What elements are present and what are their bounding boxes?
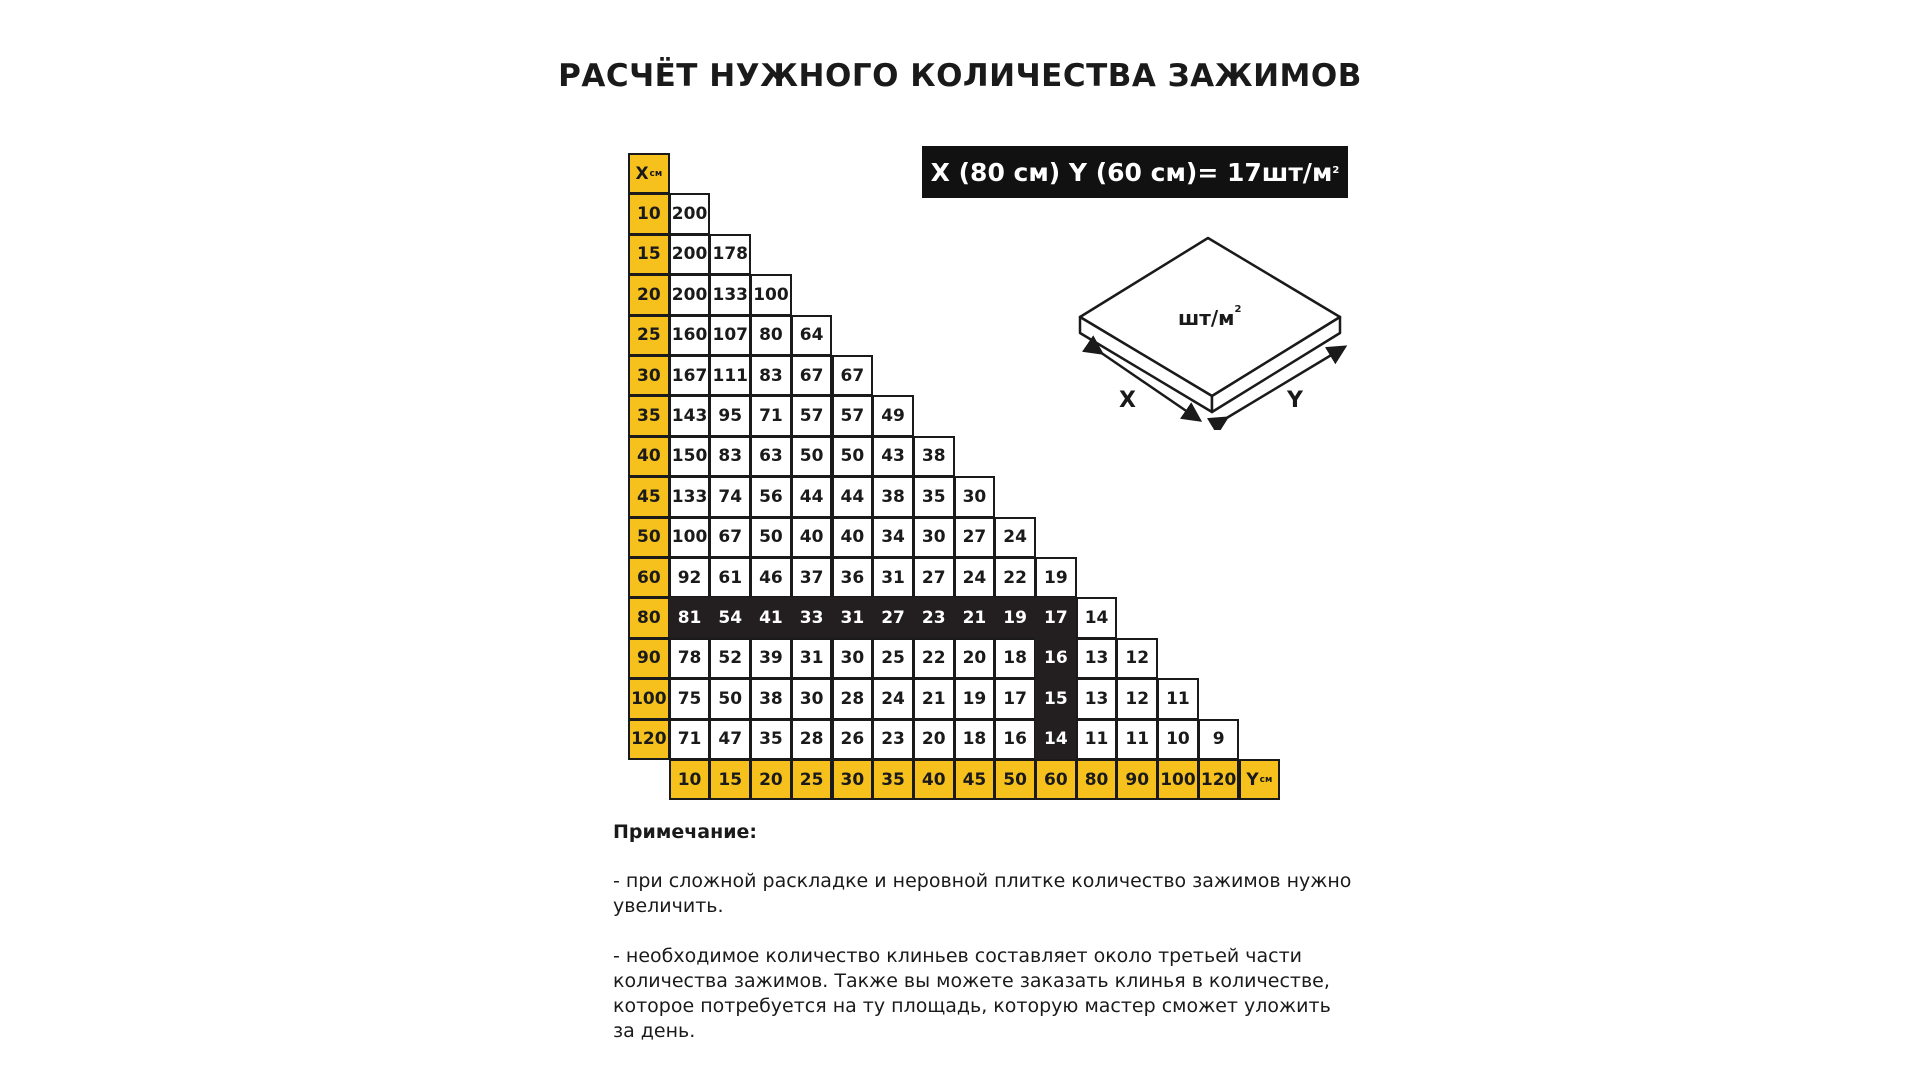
- value-cell: 23: [872, 719, 914, 760]
- x-label-cell: 40: [628, 436, 670, 477]
- y-label-cell: 25: [791, 759, 833, 800]
- note-item-1: - при сложной раскладке и неровной плитке количество зажимов нужно увеличить.: [613, 870, 1352, 917]
- value-cell: 11: [1076, 719, 1118, 760]
- value-cell: 18: [954, 719, 996, 760]
- value-cell: 67: [709, 517, 751, 558]
- note-section: [613, 820, 1353, 1069]
- value-cell: 38: [872, 476, 914, 517]
- value-cell: 24: [872, 678, 914, 719]
- value-cell: 41: [750, 597, 792, 638]
- value-cell: 64: [791, 315, 833, 356]
- value-cell: 39: [750, 638, 792, 679]
- diagram-unit-text: шт/м: [1178, 306, 1235, 330]
- value-cell: 16: [1035, 638, 1077, 679]
- value-cell: 78: [669, 638, 711, 679]
- value-cell: 27: [872, 597, 914, 638]
- value-cell: 23: [913, 597, 955, 638]
- value-cell: 28: [832, 678, 874, 719]
- value-cell: 44: [832, 476, 874, 517]
- value-cell: 24: [954, 557, 996, 598]
- value-cell: 49: [872, 395, 914, 436]
- formula-sup: 2: [1332, 164, 1340, 176]
- value-cell: 50: [832, 436, 874, 477]
- value-cell: 19: [954, 678, 996, 719]
- value-cell: 22: [913, 638, 955, 679]
- value-cell: 92: [669, 557, 711, 598]
- value-cell: 95: [709, 395, 751, 436]
- value-cell: 50: [791, 436, 833, 477]
- value-cell: 178: [709, 234, 751, 275]
- page-title: РАСЧЁТ НУЖНОГО КОЛИЧЕСТВА ЗАЖИМОВ: [558, 58, 1362, 94]
- x-label-cell: 35: [628, 395, 670, 436]
- y-label-cell: 50: [994, 759, 1036, 800]
- x-label-cell: 45: [628, 476, 670, 517]
- value-cell: 18: [994, 638, 1036, 679]
- value-cell: 38: [750, 678, 792, 719]
- value-cell: 13: [1076, 678, 1118, 719]
- value-cell: 20: [954, 638, 996, 679]
- value-cell: 12: [1116, 638, 1158, 679]
- value-cell: 67: [791, 355, 833, 396]
- value-cell: 100: [750, 274, 792, 315]
- value-cell: 12: [1116, 678, 1158, 719]
- value-cell: 11: [1116, 719, 1158, 760]
- value-cell: 37: [791, 557, 833, 598]
- note-item-2: - необходимое количество клиньев составляет около третьей части количества зажимов. Также вы можете заказать клинья в количестве, которое потребуется на ту площадь, которую мастер сможет уложить за день.: [613, 945, 1331, 1042]
- value-cell: 21: [954, 597, 996, 638]
- x-label-cell: 10: [628, 193, 670, 234]
- value-cell: 61: [709, 557, 751, 598]
- note-title: Примечание:: [613, 821, 758, 843]
- value-cell: 100: [669, 517, 711, 558]
- x-label-cell: 90: [628, 638, 670, 679]
- value-cell: 200: [669, 274, 711, 315]
- value-cell: 143: [669, 395, 711, 436]
- x-label-cell: 30: [628, 355, 670, 396]
- y-label-cell: 120: [1198, 759, 1240, 800]
- value-cell: 30: [832, 638, 874, 679]
- value-cell: 150: [669, 436, 711, 477]
- value-cell: 160: [669, 315, 711, 356]
- formula-text: X (80 см) Y (60 см)= 17шт/м: [930, 157, 1333, 187]
- value-cell: 28: [791, 719, 833, 760]
- value-cell: 36: [832, 557, 874, 598]
- y-label-cell: 20: [750, 759, 792, 800]
- value-cell: 21: [913, 678, 955, 719]
- value-cell: 50: [750, 517, 792, 558]
- value-cell: 31: [791, 638, 833, 679]
- value-cell: 31: [832, 597, 874, 638]
- value-cell: 22: [994, 557, 1036, 598]
- x-label-cell: 80: [628, 597, 670, 638]
- value-cell: 19: [994, 597, 1036, 638]
- y-label-cell: 30: [832, 759, 874, 800]
- value-cell: 167: [669, 355, 711, 396]
- value-cell: 19: [1035, 557, 1077, 598]
- value-cell: 26: [832, 719, 874, 760]
- value-cell: 200: [669, 193, 711, 234]
- value-cell: 30: [913, 517, 955, 558]
- value-cell: 44: [791, 476, 833, 517]
- value-cell: 52: [709, 638, 751, 679]
- value-cell: 25: [872, 638, 914, 679]
- y-axis-label: Y: [1287, 388, 1303, 413]
- value-cell: 14: [1076, 597, 1118, 638]
- value-cell: 16: [994, 719, 1036, 760]
- y-label-cell: 35: [872, 759, 914, 800]
- value-cell: 54: [709, 597, 751, 638]
- y-label-cell: 60: [1035, 759, 1077, 800]
- value-cell: 107: [709, 315, 751, 356]
- y-label-cell: 45: [954, 759, 996, 800]
- value-cell: 63: [750, 436, 792, 477]
- value-cell: 38: [913, 436, 955, 477]
- value-cell: 35: [913, 476, 955, 517]
- value-cell: 71: [669, 719, 711, 760]
- value-cell: 24: [994, 517, 1036, 558]
- value-cell: 80: [750, 315, 792, 356]
- y-label-cell: 100: [1157, 759, 1199, 800]
- value-cell: 15: [1035, 678, 1077, 719]
- value-cell: 71: [750, 395, 792, 436]
- value-cell: 30: [791, 678, 833, 719]
- value-cell: 27: [954, 517, 996, 558]
- value-cell: 43: [872, 436, 914, 477]
- diagram-unit-label: [1178, 306, 1241, 330]
- value-cell: 200: [669, 234, 711, 275]
- value-cell: 9: [1198, 719, 1240, 760]
- value-cell: 17: [1035, 597, 1077, 638]
- value-cell: 74: [709, 476, 751, 517]
- value-cell: 57: [791, 395, 833, 436]
- value-cell: 81: [669, 597, 711, 638]
- tile-diagram: [1070, 230, 1350, 430]
- y-header-cell: Y см: [1239, 759, 1281, 800]
- diagram-unit-sup: 2: [1234, 304, 1242, 315]
- x-label-cell: 15: [628, 234, 670, 275]
- value-cell: 111: [709, 355, 751, 396]
- value-cell: 40: [791, 517, 833, 558]
- value-cell: 83: [750, 355, 792, 396]
- value-cell: 47: [709, 719, 751, 760]
- tile-icon: [1070, 230, 1350, 430]
- x-label-cell: 25: [628, 315, 670, 356]
- value-cell: 11: [1157, 678, 1199, 719]
- value-cell: 10: [1157, 719, 1199, 760]
- value-cell: 83: [709, 436, 751, 477]
- value-cell: 40: [832, 517, 874, 558]
- value-cell: 133: [709, 274, 751, 315]
- y-label-cell: 15: [709, 759, 751, 800]
- value-cell: 14: [1035, 719, 1077, 760]
- y-label-cell: 40: [913, 759, 955, 800]
- value-cell: 17: [994, 678, 1036, 719]
- value-cell: 35: [750, 719, 792, 760]
- value-cell: 133: [669, 476, 711, 517]
- value-cell: 27: [913, 557, 955, 598]
- value-cell: 20: [913, 719, 955, 760]
- y-label-cell: 10: [669, 759, 711, 800]
- value-cell: 56: [750, 476, 792, 517]
- y-label-cell: 90: [1116, 759, 1158, 800]
- x-label-cell: 60: [628, 557, 670, 598]
- x-label-cell: 120: [628, 719, 670, 760]
- value-cell: 46: [750, 557, 792, 598]
- value-cell: 75: [669, 678, 711, 719]
- value-cell: 50: [709, 678, 751, 719]
- value-cell: 31: [872, 557, 914, 598]
- value-cell: 67: [832, 355, 874, 396]
- x-axis-label: X: [1119, 388, 1136, 413]
- x-label-cell: 20: [628, 274, 670, 315]
- value-cell: 33: [791, 597, 833, 638]
- value-cell: 57: [832, 395, 874, 436]
- value-cell: 13: [1076, 638, 1118, 679]
- value-cell: 34: [872, 517, 914, 558]
- example-formula: [922, 146, 1348, 198]
- x-label-cell: 50: [628, 517, 670, 558]
- x-header-cell: X см: [628, 153, 670, 194]
- value-cell: 30: [954, 476, 996, 517]
- x-label-cell: 100: [628, 678, 670, 719]
- y-label-cell: 80: [1076, 759, 1118, 800]
